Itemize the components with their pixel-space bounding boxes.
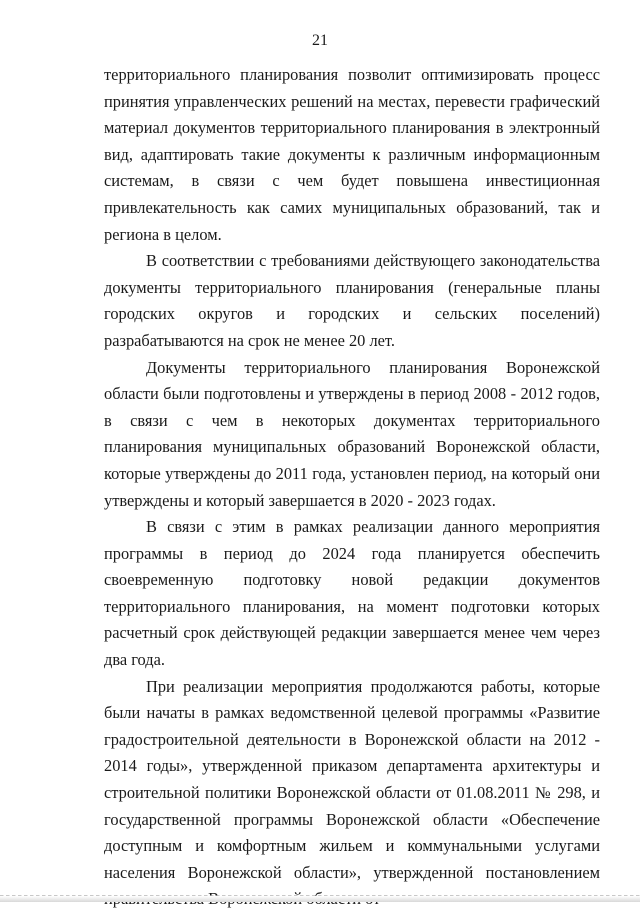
scan-bottom-edge (0, 896, 640, 902)
page-number: 21 (312, 32, 328, 49)
paragraph-approval-period: Документы территориального планирования Воронежской области были подготовлены и утверждены в период 2008 - 2012 годов, в связи с чем в некоторых документах территориального планирования муниципальных образований Воронежской области, которые утверждены до 2011 года, установлен период, на который они утверждены и который завершается в 2020 - 2023 годах. (104, 357, 600, 510)
paragraph-program-works: При реализации мероприятия продолжаются работы, которые были начаты в рамках ведомственной целевой программы «Развитие градостроительной деятельности в Воронежской области на 2012 - 2014 годы», утвержденной приказом департамента архитектуры и строительной политики Воронежской области от 01.08.2011 № 298, и государственной программы Воронежской области «Обеспечение доступным и комфортным жильем и коммунальными услугами населения Воронежской области», утвержденной постановлением (104, 676, 600, 882)
paragraph-continuation: территориального планирования позволит оптимизировать процесс принятия управленческих решений на местах, перевести графический материал документов территориального планирования в электронный вид, адаптировать такие документы к различным информационным системам, в связи с чем будет повышена инвестиционная привлекательность как самих муниципальных образований, так и региона в целом. (104, 65, 600, 244)
document-body (104, 62, 600, 913)
paragraph-planning-term: В соответствии с требованиями действующего законодательства документы территориального планирования (генеральные планы городских округов и городских и сельских поселений) разрабатываются на срок не менее 20 лет. (104, 251, 600, 350)
paragraph-new-edition: В связи с этим в рамках реализации данного мероприятия программы в период до 2024 года планируется обеспечить своевременную подготовку новой редакции документов территориального планирования, на момент подготовки которых расчетный срок действующей редакции завершается менее чем через два года. (104, 517, 600, 670)
